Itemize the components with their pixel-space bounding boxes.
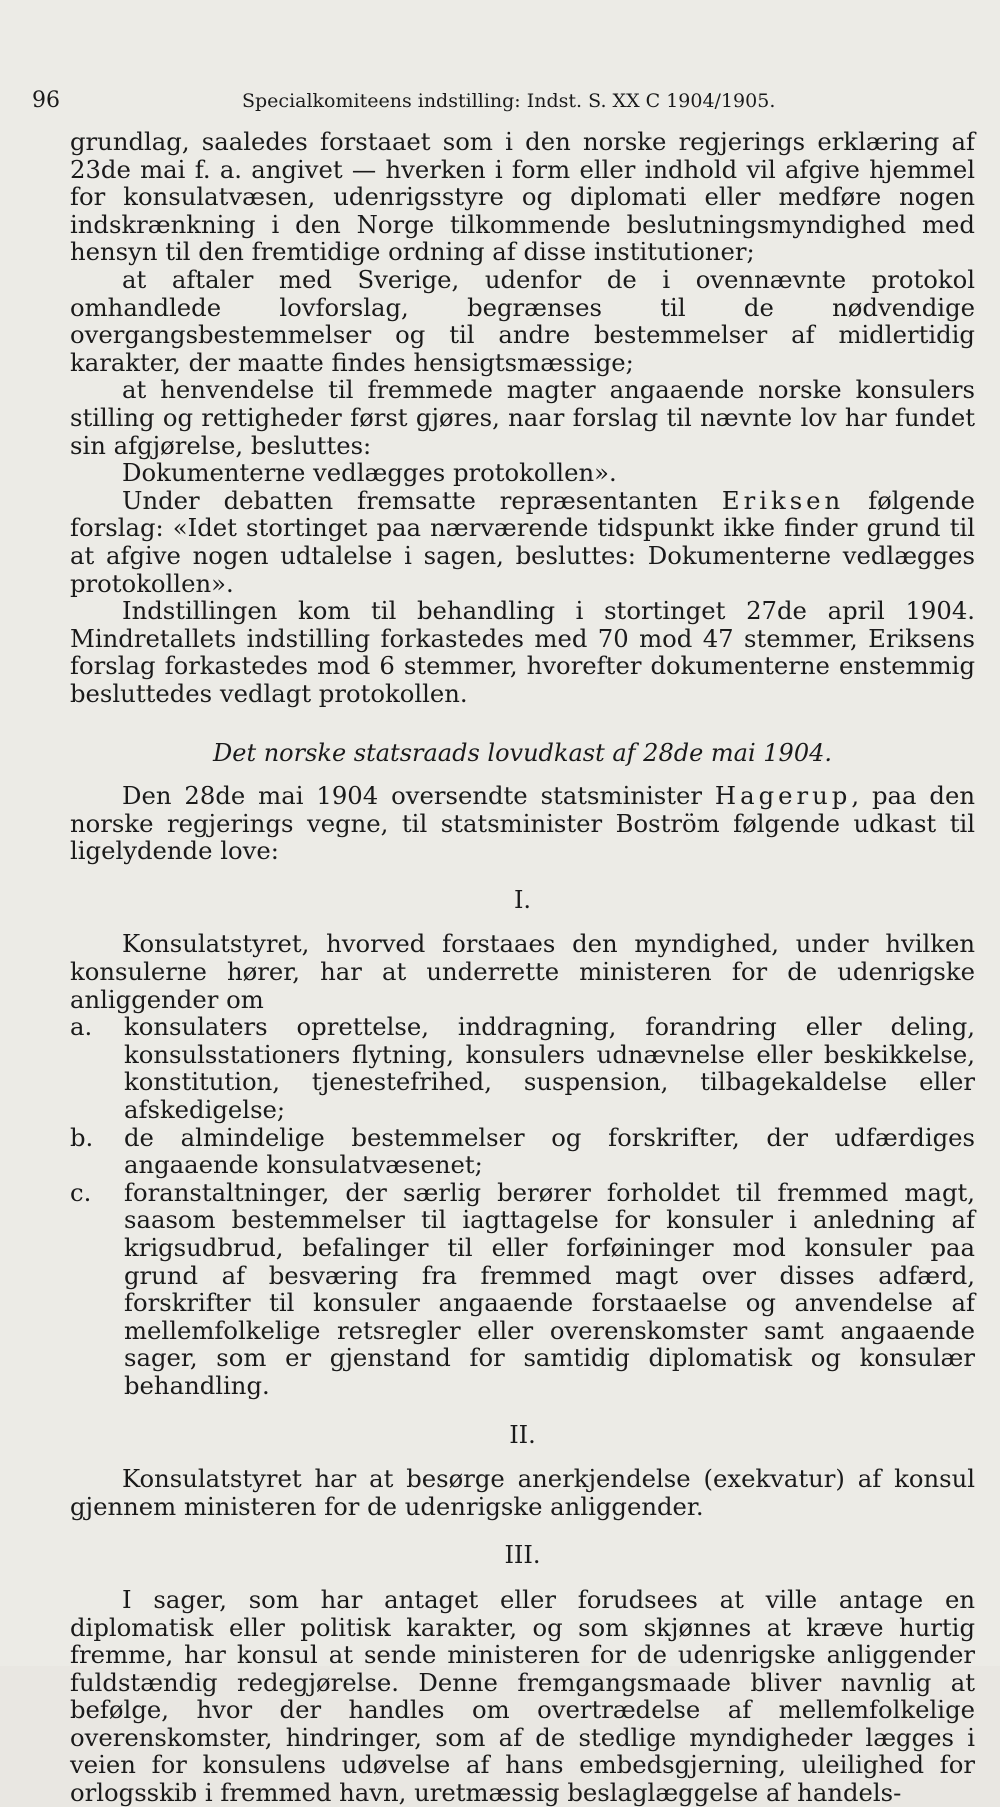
paragraph: Indstillingen kom til behandling i stortinget 27de april 1904. Mindretallets indstilling forkastedes med 70 mod 47 stemmer, Eriksens forslag forkastedes mod 6 stemmer, hvorefter dokumenterne enstemmig besluttedes vedlagt protokollen. bbox=[70, 596, 975, 708]
list-item bbox=[70, 1124, 975, 1179]
section-numeral: III. bbox=[504, 1541, 541, 1570]
list-item bbox=[70, 1179, 975, 1400]
list-item-text: konsulaters oprettelse, inddragning, forandring eller deling, konsulsstationers flytning, konsulers udnævnelse eller beskikkelse, konstitution, tjenestefrihed, suspension, tilbagekaldelse eller afskedigelse; bbox=[124, 1012, 975, 1124]
running-title: Specialkomiteens indstilling: Indst. S. XX C 1904/1905. bbox=[242, 90, 776, 112]
list-item-text: foranstaltninger, der særlig berører forholdet til fremmed magt, saasom bestemmelser til iagttagelse for konsuler i anledning af krigsudbrud, befalinger til eller forføininger mod konsuler paa grund af besværing fra fremmed magt over disses adfærd, forskrifter til konsuler angaaende forstaaelse og anvendelse af mellemfolkelige retsregler eller overenskomster samt angaaende sager, som er gjenstand for samtidig diplomatisk og konsulær behandling. bbox=[124, 1177, 975, 1400]
paragraph-text: følgende forslag: «Idet stortinget paa nærværende tidspunkt ikke finder grund til at afgive nogen udtalelse i sagen, besluttes: Dokumenterne vedlægges protokollen». bbox=[70, 485, 975, 598]
section-paragraph: I sager, som har antaget eller forudsees at ville antage en diplomatisk eller politisk karakter, og som skjønnes at kræve hurtig fremme, har konsul at sende ministeren for de udenrigske anliggender fuldstændig redegjørelse. Denne fremgangsmaade bliver navnlig at befølge, hvor der handles om overtrædelse af mellemfolkelige overenskomster, hindringer, som af de stedlige myndigheder lægges i veien for konsulens udøvelse af hans embedsgjerning, uleilighed for orlogsskib i fremmed havn, uretmæssig beslaglæggelse af handels- bbox=[70, 1584, 975, 1807]
list-marker: c. bbox=[70, 1177, 92, 1207]
section-numeral: I. bbox=[513, 885, 532, 914]
section-paragraph: Konsulatstyret har at besørge anerkjendelse (exekvatur) af konsul gjennem ministeren for de udenrigske anliggender. bbox=[70, 1464, 975, 1521]
item-list bbox=[70, 1013, 975, 1399]
spaced-name: Hagerup bbox=[714, 781, 852, 811]
paragraph-text: , paa den norske regjerings vegne, til statsminister Boström følgende udkast til ligelydende love: bbox=[70, 781, 975, 866]
section-heading: Det norske statsraads lovudkast af 28de mai 1904. bbox=[213, 739, 832, 768]
paragraph-text: Den 28de mai 1904 oversendte statsminister bbox=[122, 781, 715, 811]
section-lead: Konsulatstyret, hvorved forstaaes den myndighed, under hvilken konsulerne hører, har at underrette ministeren for de udenrigske anliggender om bbox=[70, 929, 975, 1014]
paragraph: grundlag, saaledes forstaaet som i den norske regjerings erklæring af 23de mai f. a. angivet — hverken i form eller indhold vil afgive hjemmel for konsulatvæsen, udenrigsstyre og diplomati eller medføre nogen indskrænkning i den Norge tilkommende beslutningsmyndighed med hensyn til den fremtidige ordning af disse institutioner; bbox=[70, 127, 975, 267]
paragraph: at henvendelse til fremmede magter angaaende norske konsulers stilling og rettigheder først gjøres, naar forslag til nævnte lov har fundet sin afgjørelse, besluttes: bbox=[70, 375, 975, 460]
list-item bbox=[70, 1013, 975, 1123]
list-item-text: de almindelige bestemmelser og forskrifter, der udfærdiges angaaende konsulatvæsenet; bbox=[124, 1122, 975, 1180]
section-numeral: II. bbox=[509, 1420, 536, 1449]
spaced-name: Eriksen bbox=[721, 485, 845, 515]
page-number: 96 bbox=[32, 88, 60, 113]
list-marker: b. bbox=[70, 1122, 94, 1152]
paragraph: Dokumenterne vedlægges protokollen». bbox=[122, 458, 617, 488]
paragraph-text: Under debatten fremsatte repræsentanten bbox=[122, 485, 722, 515]
intro-paragraph bbox=[70, 782, 975, 865]
page-header bbox=[32, 88, 962, 113]
list-marker: a. bbox=[70, 1012, 93, 1042]
paragraph: at aftaler med Sverige, udenfor de i ovennævnte protokol omhandlede lovforslag, begrænses til de nødvendige overgangsbestemmelser og til andre bestemmelser af midlertidig karakter, der maatte findes hensigtsmæssige; bbox=[70, 264, 975, 377]
body-text bbox=[70, 128, 975, 1807]
paragraph bbox=[70, 487, 975, 597]
